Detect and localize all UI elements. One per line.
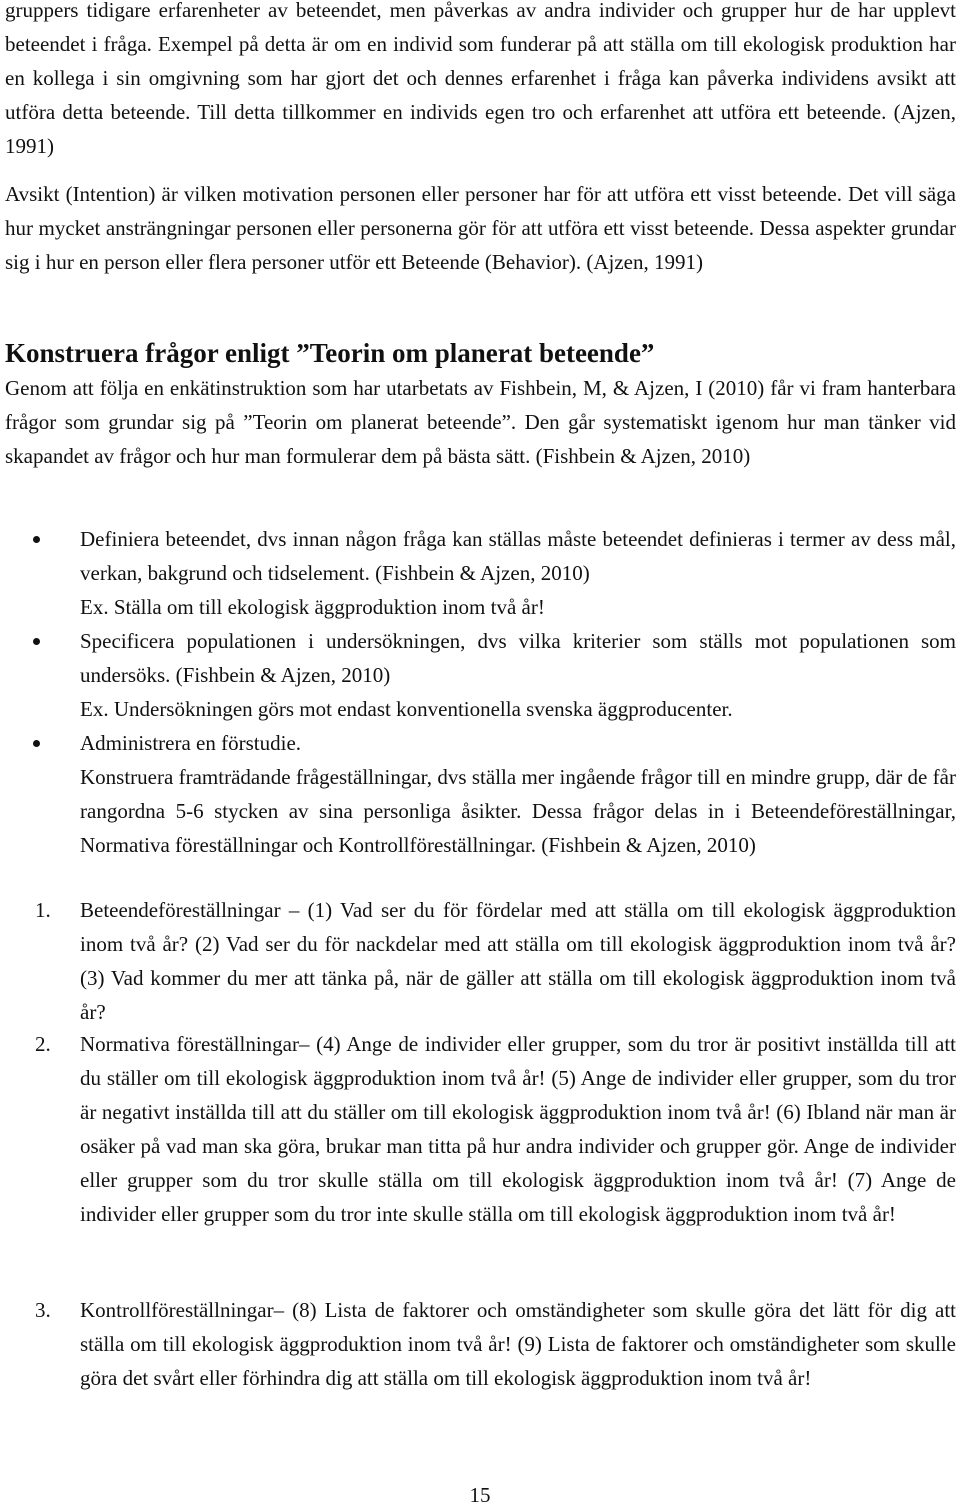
bullet-icon [33, 740, 40, 747]
bullet-example: Ex. Ställa om till ekologisk äggproduktion inom två år! [80, 595, 545, 619]
bullet-text: Administrera en förstudie. [80, 731, 302, 755]
paragraph-survey-method: Genom att följa en enkätinstruktion som har utarbetats av Fishbein, M, & Ajzen, I (2010) får vi fram hanterbara frågor som grundar sig på ”Teorin om planerat beteende”. Den går systematiskt igenom hur man tänker vid skapandet av frågor och hur man formulerar dem på bästa sätt. (Fishbein & Ajzen, 2010) [5, 376, 956, 468]
list-number: 1. [35, 898, 51, 922]
list-item [80, 522, 956, 624]
page-number: 15 [469, 1483, 491, 1507]
list-number: 2. [35, 1032, 51, 1056]
list-item [80, 624, 956, 726]
bullet-text: Definiera beteendet, dvs innan någon fråga kan ställas måste beteendet definieras i termer av dess mål, verkan, bakgrund och tidselement. (Fishbein & Ajzen, 2010) [80, 527, 956, 585]
paragraph-intro-continued: gruppers tidigare erfarenheter av beteendet, men påverkas av andra individer och grupper hur de har upplevt beteendet i fråga. Exempel på detta är om en individ som funderar på att ställa om till ekologisk produktion har en kollega i sin omgivning som har gjort det och dennes erfarenhet i fråga kan påverka individens avsikt att utföra detta beteende. Till detta tillkommer en individs egen tro och erfarenhet att utföra ett beteende. (Ajzen, 1991) [5, 0, 956, 158]
numbered-item-normative-beliefs: Normativa föreställningar– (4) Ange de individer eller grupper, som du tror är positivt inställda till att du ställer om till ekologisk äggproduktion inom två år! (5) Ange de individer eller grupper, som du tror är negativt inställda till att du ställer om till ekologisk äggproduktion inom två år! (6) Ibland när man är osäker på vad man ska göra, brukar man titta på hur andra individer och grupper gör. Ange de individer eller grupper som du tror skulle ställa om till ekologisk äggproduktion inom två år! (7) Ange de individer eller grupper som du tror inte skulle ställa om till ekologisk äggproduktion inom två år! [80, 1032, 956, 1226]
paragraph-intention: Avsikt (Intention) är vilken motivation personen eller personer har för att utföra ett visst beteende. Det vill säga hur mycket ansträngningar personen eller personerna gör för att utföra ett visst beteende. Dessa aspekter grundar sig i hur en person eller flera personer utför ett Beteende (Behavior). (Ajzen, 1991) [5, 182, 956, 274]
bullet-example: Konstruera framträdande frågeställningar, dvs ställa mer ingående frågor till en mindre grupp, där de får rangordna 5-6 stycken av sina personliga åsikter. Dessa frågor delas in i Beteendeföreställningar, Normativa föreställningar och Kontrollföreställningar. (Fishbein & Ajzen, 2010) [80, 765, 956, 857]
list-number: 3. [35, 1298, 51, 1322]
bullet-icon [33, 638, 40, 645]
numbered-item-behavioral-beliefs: Beteendeföreställningar – (1) Vad ser du för fördelar med att ställa om till ekologisk äggproduktion inom två år? (2) Vad ser du för nackdelar med att ställa om till ekologisk äggproduktion inom två år? (3) Vad kommer du mer att tänka på, när de gäller att ställa om till ekologisk äggproduktion inom två år? [80, 898, 956, 1024]
section-heading: Konstruera frågor enligt ”Teorin om planerat beteende” [5, 338, 655, 368]
bullet-example: Ex. Undersökningen görs mot endast konventionella svenska äggproducenter. [80, 697, 733, 721]
bullet-text: Specificera populationen i undersökningen, dvs vilka kriterier som ställs mot populationen som undersöks. (Fishbein & Ajzen, 2010) [80, 629, 956, 687]
list-item [80, 726, 956, 862]
bullet-icon [33, 536, 40, 543]
numbered-item-control-beliefs: Kontrollföreställningar– (8) Lista de faktorer och omständigheter som skulle göra det lätt för dig att ställa om till ekologisk äggproduktion inom två år! (9) Lista de faktorer och omständigheter som skulle göra det svårt eller förhindra dig att ställa om till ekologisk äggproduktion inom två år! [80, 1298, 956, 1390]
